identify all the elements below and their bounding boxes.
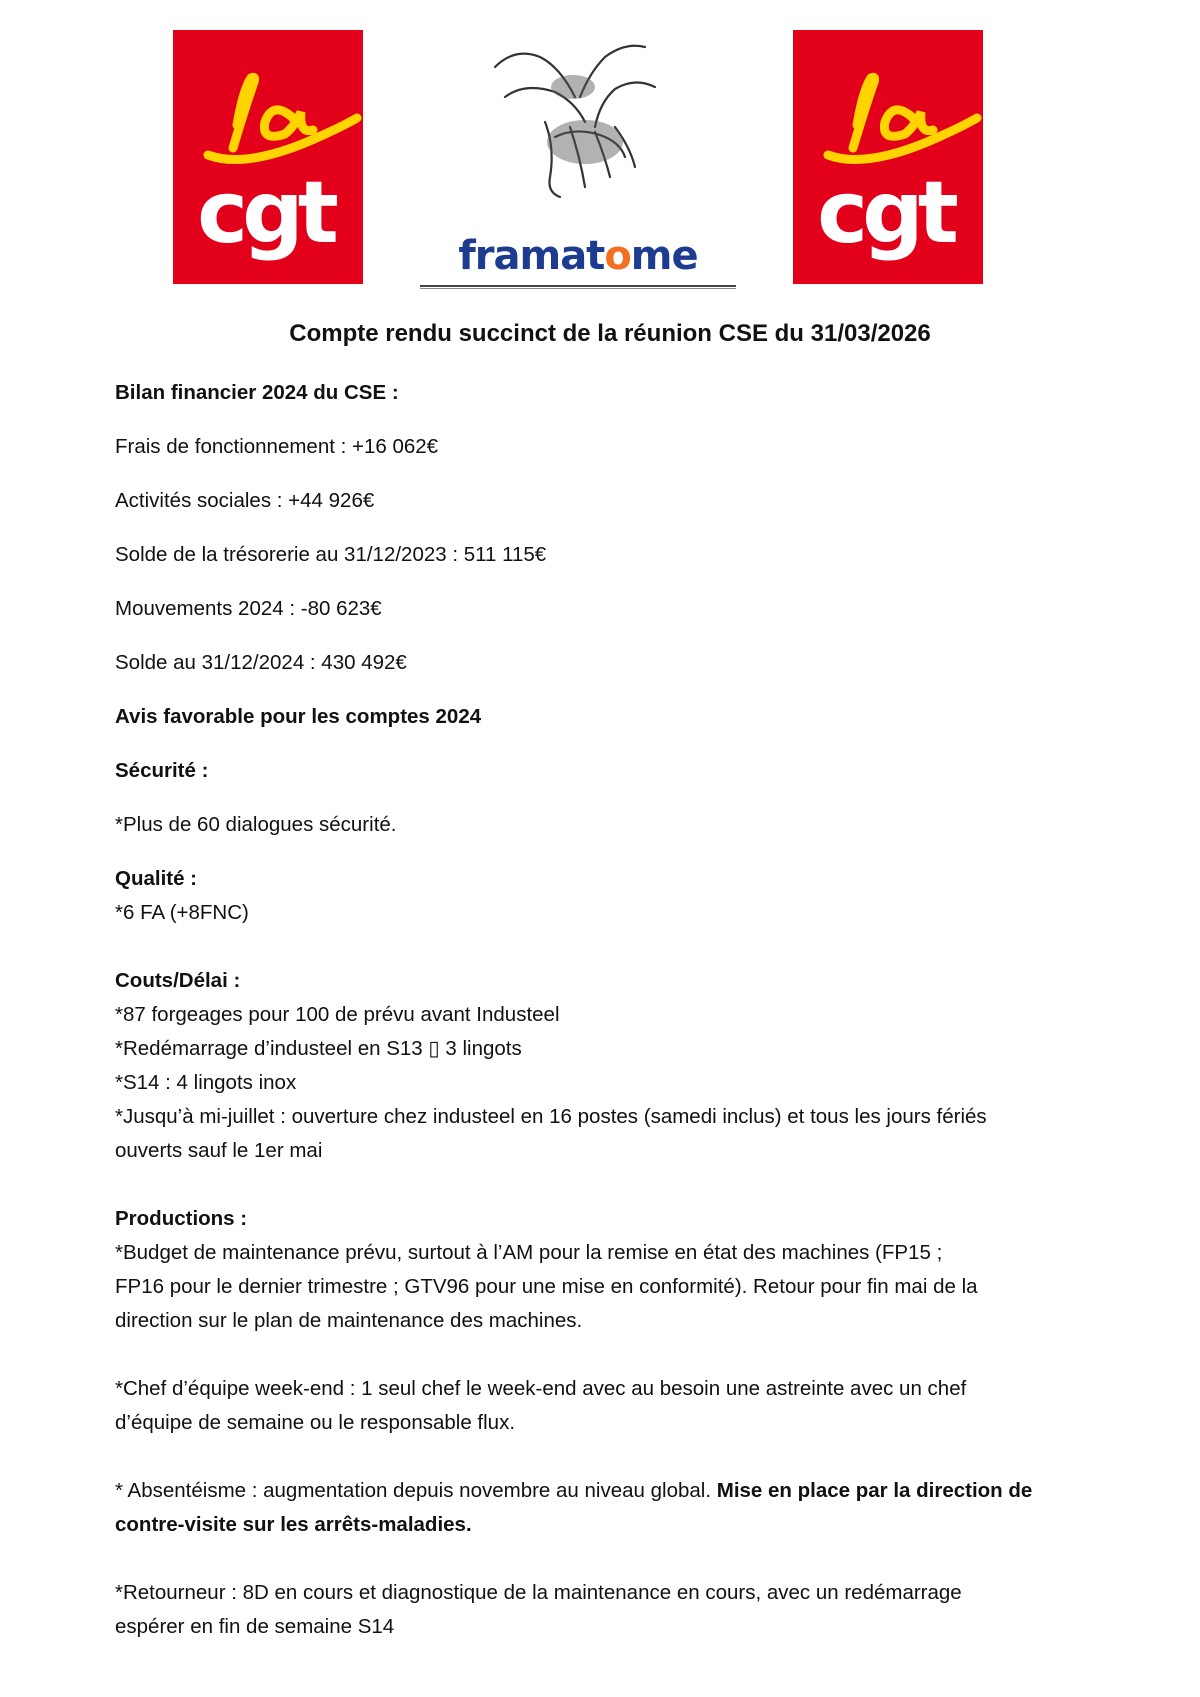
- productions-retourneur-line: *Retourneur : 8D en cours et diagnostique de la maintenance en cours, avec un redémarrage: [115, 1581, 962, 1604]
- svg-text:cgt: cgt: [817, 163, 953, 263]
- productions-retourneur-line: espérer en fin de semaine S14: [115, 1615, 395, 1638]
- productions-chef-line: *Chef d’équipe week-end : 1 seul chef le week-end avec au besoin une astreinte avec un chef: [115, 1377, 967, 1400]
- couts-line: *Redémarrage d’industeel en S13 ▯ 3 lingots: [115, 1037, 522, 1060]
- absenteisme-bold-text: Mise en place par la direction de: [716, 1479, 1033, 1502]
- couts-line: *87 forgeages pour 100 de prévu avant Industeel: [115, 1003, 560, 1026]
- productions-maintenance-line: FP16 pour le dernier trimestre ; GTV96 pour une mise en conformité). Retour pour fin mai de la: [115, 1275, 978, 1298]
- bilan-line: Mouvements 2024 : -80 623€: [115, 597, 382, 620]
- svg-text:cgt: cgt: [197, 163, 333, 263]
- section-heading-qualite: Qualité :: [115, 867, 198, 890]
- couts-line: *S14 : 4 lingots inox: [115, 1071, 297, 1094]
- document-body: [115, 376, 1115, 1644]
- section-heading-couts: Couts/Délai :: [115, 969, 241, 992]
- framatome-wordmark: framatome: [458, 233, 698, 279]
- bilan-line: Solde au 31/12/2024 : 430 492€: [115, 651, 407, 674]
- framatome-text: framat: [458, 233, 605, 279]
- bilan-line: Solde de la trésorerie au 31/12/2023 : 511 115€: [115, 543, 547, 566]
- cgt-logo-icon: [173, 30, 363, 284]
- document-title: Compte rendu succinct de la réunion CSE du 31/03/2026: [289, 320, 931, 347]
- logo-underline: [420, 285, 736, 289]
- bilan-line: Frais de fonctionnement : +16 062€: [115, 435, 439, 458]
- couts-line: ouverts sauf le 1er mai: [115, 1139, 323, 1162]
- section-heading-productions: Productions :: [115, 1207, 248, 1230]
- section-heading-bilan: Bilan financier 2024 du CSE :: [115, 381, 399, 404]
- section-heading-securite: Sécurité :: [115, 759, 209, 782]
- absenteisme-text: * Absentéisme : augmentation depuis novembre au niveau global.: [115, 1479, 712, 1502]
- bilan-avis: Avis favorable pour les comptes 2024: [115, 705, 482, 728]
- hands-illustration-icon: [485, 27, 665, 202]
- productions-maintenance-line: *Budget de maintenance prévu, surtout à l’AM pour la remise en état des machines (FP15 ;: [115, 1241, 943, 1264]
- absenteisme-bold-line: contre-visite sur les arrêts-maladies.: [115, 1513, 472, 1536]
- securite-line: *Plus de 60 dialogues sécurité.: [115, 813, 397, 836]
- bilan-line: Activités sociales : +44 926€: [115, 489, 375, 512]
- framatome-logo: [420, 25, 736, 290]
- cgt-logo-right: [793, 30, 983, 284]
- cgt-logo-left: [173, 30, 363, 284]
- productions-absenteisme-line: [115, 1474, 1115, 1508]
- qualite-line: *6 FA (+8FNC): [115, 901, 249, 924]
- productions-maintenance-line: direction sur le plan de maintenance des machines.: [115, 1309, 583, 1332]
- cgt-logo-icon: [793, 30, 983, 284]
- couts-line: *Jusqu’à mi-juillet : ouverture chez industeel en 16 postes (samedi inclus) et tous les jours fériés: [115, 1105, 987, 1128]
- productions-chef-line: d’équipe de semaine ou le responsable flux.: [115, 1411, 516, 1434]
